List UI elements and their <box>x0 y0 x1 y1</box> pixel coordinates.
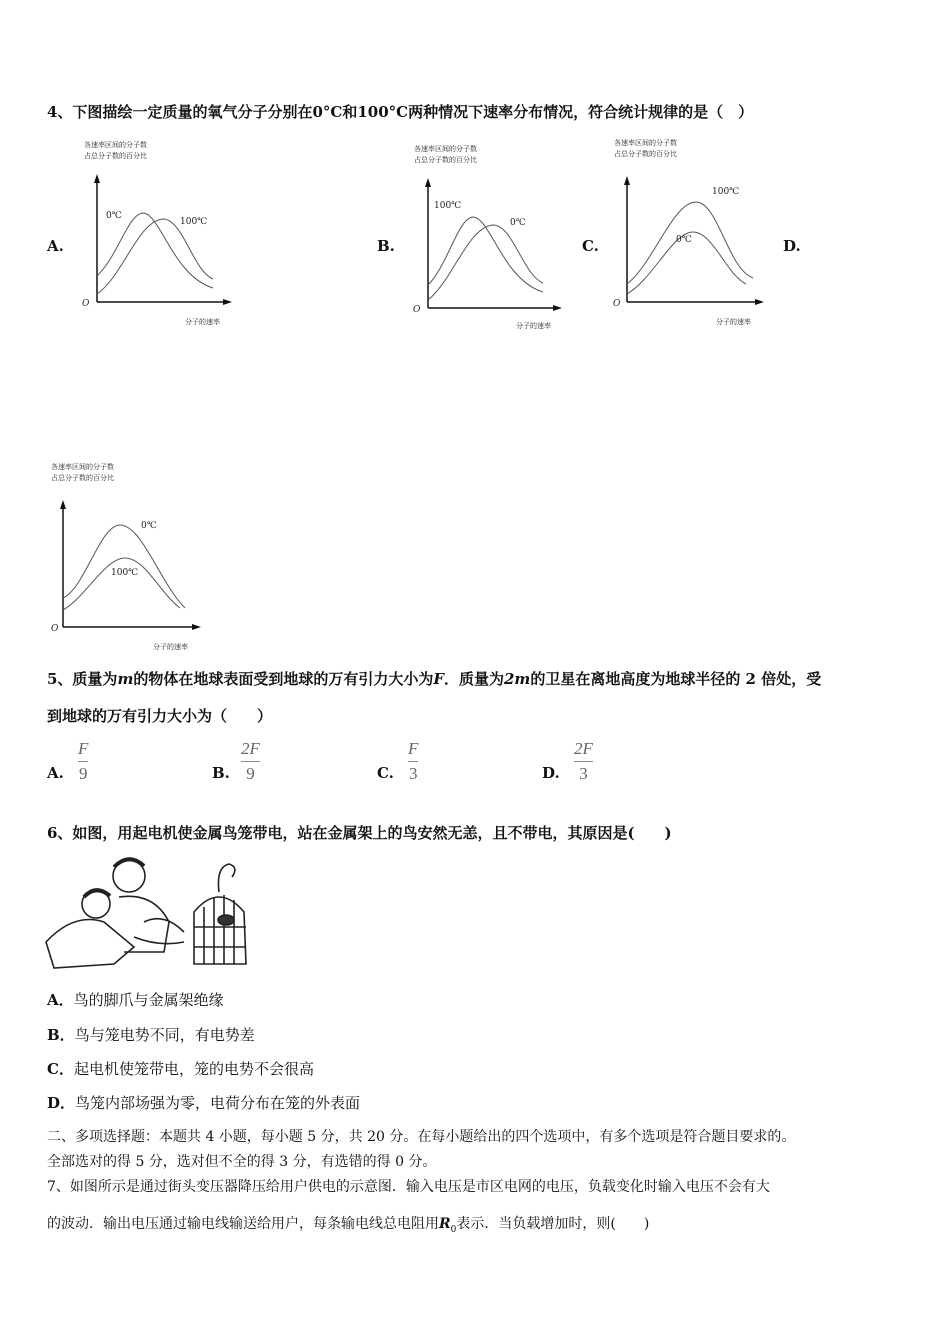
x-axis-arrow-icon <box>553 305 562 311</box>
q7-text: 的波动．输出电压通过输电线输送给用户，每条输电线总电阻用 <box>47 1216 439 1232</box>
q5-option-d-fraction <box>574 739 593 784</box>
x-axis-label: 分子的速率 <box>153 643 188 651</box>
q4-stem-end: 两种情况下速率分布情况，符合统计规律的是（ ） <box>408 103 754 121</box>
curve-0c-label: 0℃ <box>141 521 157 531</box>
curve-0c-label: 0℃ <box>676 235 692 245</box>
q7-text: 表示．当负载增加时，则( ) <box>456 1216 650 1232</box>
q5-stem-line1 <box>47 669 821 689</box>
option-label: C． <box>47 1060 74 1078</box>
option-text: 鸟的脚爪与金属架绝缘 <box>73 991 224 1009</box>
bird <box>218 915 234 925</box>
q4-stem <box>47 102 753 122</box>
x-axis-arrow-icon <box>192 624 201 630</box>
q5-text: ．质量为 <box>443 670 504 688</box>
option-label: D． <box>47 1094 76 1112</box>
y-axis-label-1: 各速率区间的分子数 <box>614 139 677 147</box>
q7-var-r: R <box>439 1216 451 1232</box>
option-label: A． <box>47 991 74 1009</box>
q6-birdcage-illustration <box>44 852 254 974</box>
y-axis-label-2: 占总分子数的百分比 <box>51 474 114 482</box>
y-axis-arrow-icon <box>60 500 66 509</box>
q5-text: 5、质量为 <box>47 670 118 688</box>
q4-graph-d <box>45 458 225 658</box>
q5-var-2m: 2m <box>504 670 531 688</box>
q6-option-c[interactable] <box>47 1059 314 1079</box>
q5-var-f: F <box>433 670 444 688</box>
fraction-bar <box>241 761 260 762</box>
q5-text: 的物体在地球表面受到地球的万有引力大小为 <box>133 670 434 688</box>
curve-100c-label: 100℃ <box>434 201 462 211</box>
curve-100c-label: 100℃ <box>180 217 208 227</box>
q4-option-c-label[interactable]: C. <box>582 237 599 255</box>
birdcage <box>194 897 246 964</box>
x-axis-label: 分子的速率 <box>185 318 220 326</box>
denominator: 3 <box>579 764 588 783</box>
curve-0c-label: 0℃ <box>510 218 526 228</box>
q5-option-a-fraction <box>78 739 88 784</box>
option-text: 起电机使笼带电，笼的电势不会很高 <box>73 1060 314 1078</box>
x-axis-label: 分子的速率 <box>516 322 551 330</box>
q4-temp-100: 100°C <box>357 103 409 121</box>
curve-0c <box>63 525 185 608</box>
y-axis-arrow-icon <box>425 178 431 187</box>
q4-and: 和 <box>342 103 358 121</box>
numerator: F <box>408 739 419 758</box>
numerator: 2F <box>241 739 260 758</box>
fraction-bar <box>78 761 88 762</box>
q4-graph-a <box>78 136 258 336</box>
curve-100c <box>63 558 180 610</box>
q5-option-c[interactable]: C. <box>377 764 394 782</box>
curve-100c-label: 100℃ <box>712 187 740 197</box>
y-axis-arrow-icon <box>94 174 100 183</box>
curve-100c-label: 100℃ <box>111 568 139 578</box>
x-axis-arrow-icon <box>223 299 232 305</box>
section2-instructions-line2: 全部选对的得 5 分，选对但不全的得 3 分，有选错的得 0 分。 <box>47 1154 437 1170</box>
y-axis-label-1: 各速率区间的分子数 <box>84 141 147 149</box>
x-axis-arrow-icon <box>755 299 764 305</box>
q5-option-d[interactable]: D. <box>542 764 560 782</box>
numerator: F <box>78 739 89 758</box>
q5-option-b[interactable]: B. <box>212 764 230 782</box>
q4-option-b-label[interactable]: B. <box>377 237 395 255</box>
origin-label: O <box>51 624 59 634</box>
y-axis-label-1: 各速率区间的分子数 <box>51 463 114 471</box>
option-label: B． <box>47 1026 75 1044</box>
section2-instructions-line1: 二、多项选择题：本题共 4 小题，每小题 5 分，共 20 分。在每小题给出的四个选项中，有多个选项是符合题目要求的。 <box>47 1129 796 1145</box>
x-axis-label: 分子的速率 <box>716 318 751 326</box>
q6-option-d[interactable] <box>47 1093 360 1113</box>
denominator: 3 <box>408 764 418 783</box>
q5-stem-line2: 到地球的万有引力大小为（ ） <box>47 707 273 725</box>
q4-graph-b <box>408 140 588 340</box>
curve-0c <box>428 225 543 300</box>
option-text: 鸟与笼电势不同，有电势差 <box>74 1026 255 1044</box>
y-axis-label-2: 占总分子数的百分比 <box>414 156 477 164</box>
curve-0c-label: 0℃ <box>106 211 122 221</box>
q4-stem-text: 4、下图描绘一定质量的氧气分子分别在 <box>47 103 313 121</box>
denominator: 9 <box>78 764 88 783</box>
y-axis-arrow-icon <box>624 176 630 185</box>
q6-option-b[interactable] <box>47 1025 255 1045</box>
q5-text: 的卫星在离地高度为地球半径的 2 倍处，受 <box>530 670 822 688</box>
q4-option-a-label[interactable]: A. <box>47 237 64 255</box>
y-axis-label-2: 占总分子数的百分比 <box>84 152 147 160</box>
fraction-bar <box>574 761 593 762</box>
option-text: 鸟笼内部场强为零，电荷分布在笼的外表面 <box>75 1094 361 1112</box>
fraction-bar <box>408 761 418 762</box>
curve-100c <box>97 219 213 294</box>
denominator: 9 <box>246 764 255 783</box>
q4-option-d-label[interactable]: D. <box>783 237 801 255</box>
q7-var-r-subscript: 0 <box>450 1224 457 1235</box>
q5-option-a[interactable]: A. <box>47 764 64 782</box>
q4-graph-c <box>608 134 788 334</box>
q7-stem-line1: 7、如图所示是通过街头变压器降压给用户供电的示意图．输入电压是市区电网的电压，负载变化时输入电压不会有大 <box>47 1179 770 1195</box>
origin-label: O <box>413 305 421 315</box>
q7-stem-line2 <box>47 1214 649 1240</box>
q5-option-b-fraction <box>241 739 260 784</box>
origin-label: O <box>613 299 621 309</box>
numerator: 2F <box>574 739 593 758</box>
y-axis-label-2: 占总分子数的百分比 <box>614 150 677 158</box>
q6-option-a[interactable] <box>47 990 224 1010</box>
q5-var-m: m <box>117 670 134 688</box>
y-axis-label-1: 各速率区间的分子数 <box>414 145 477 153</box>
q6-stem: 6、如图，用起电机使金属鸟笼带电，站在金属架上的鸟安然无恙，且不带电，其原因是( ) <box>47 824 672 842</box>
q4-temp-0: 0°C <box>312 103 343 121</box>
origin-label: O <box>82 299 90 309</box>
q5-option-c-fraction <box>408 739 418 784</box>
